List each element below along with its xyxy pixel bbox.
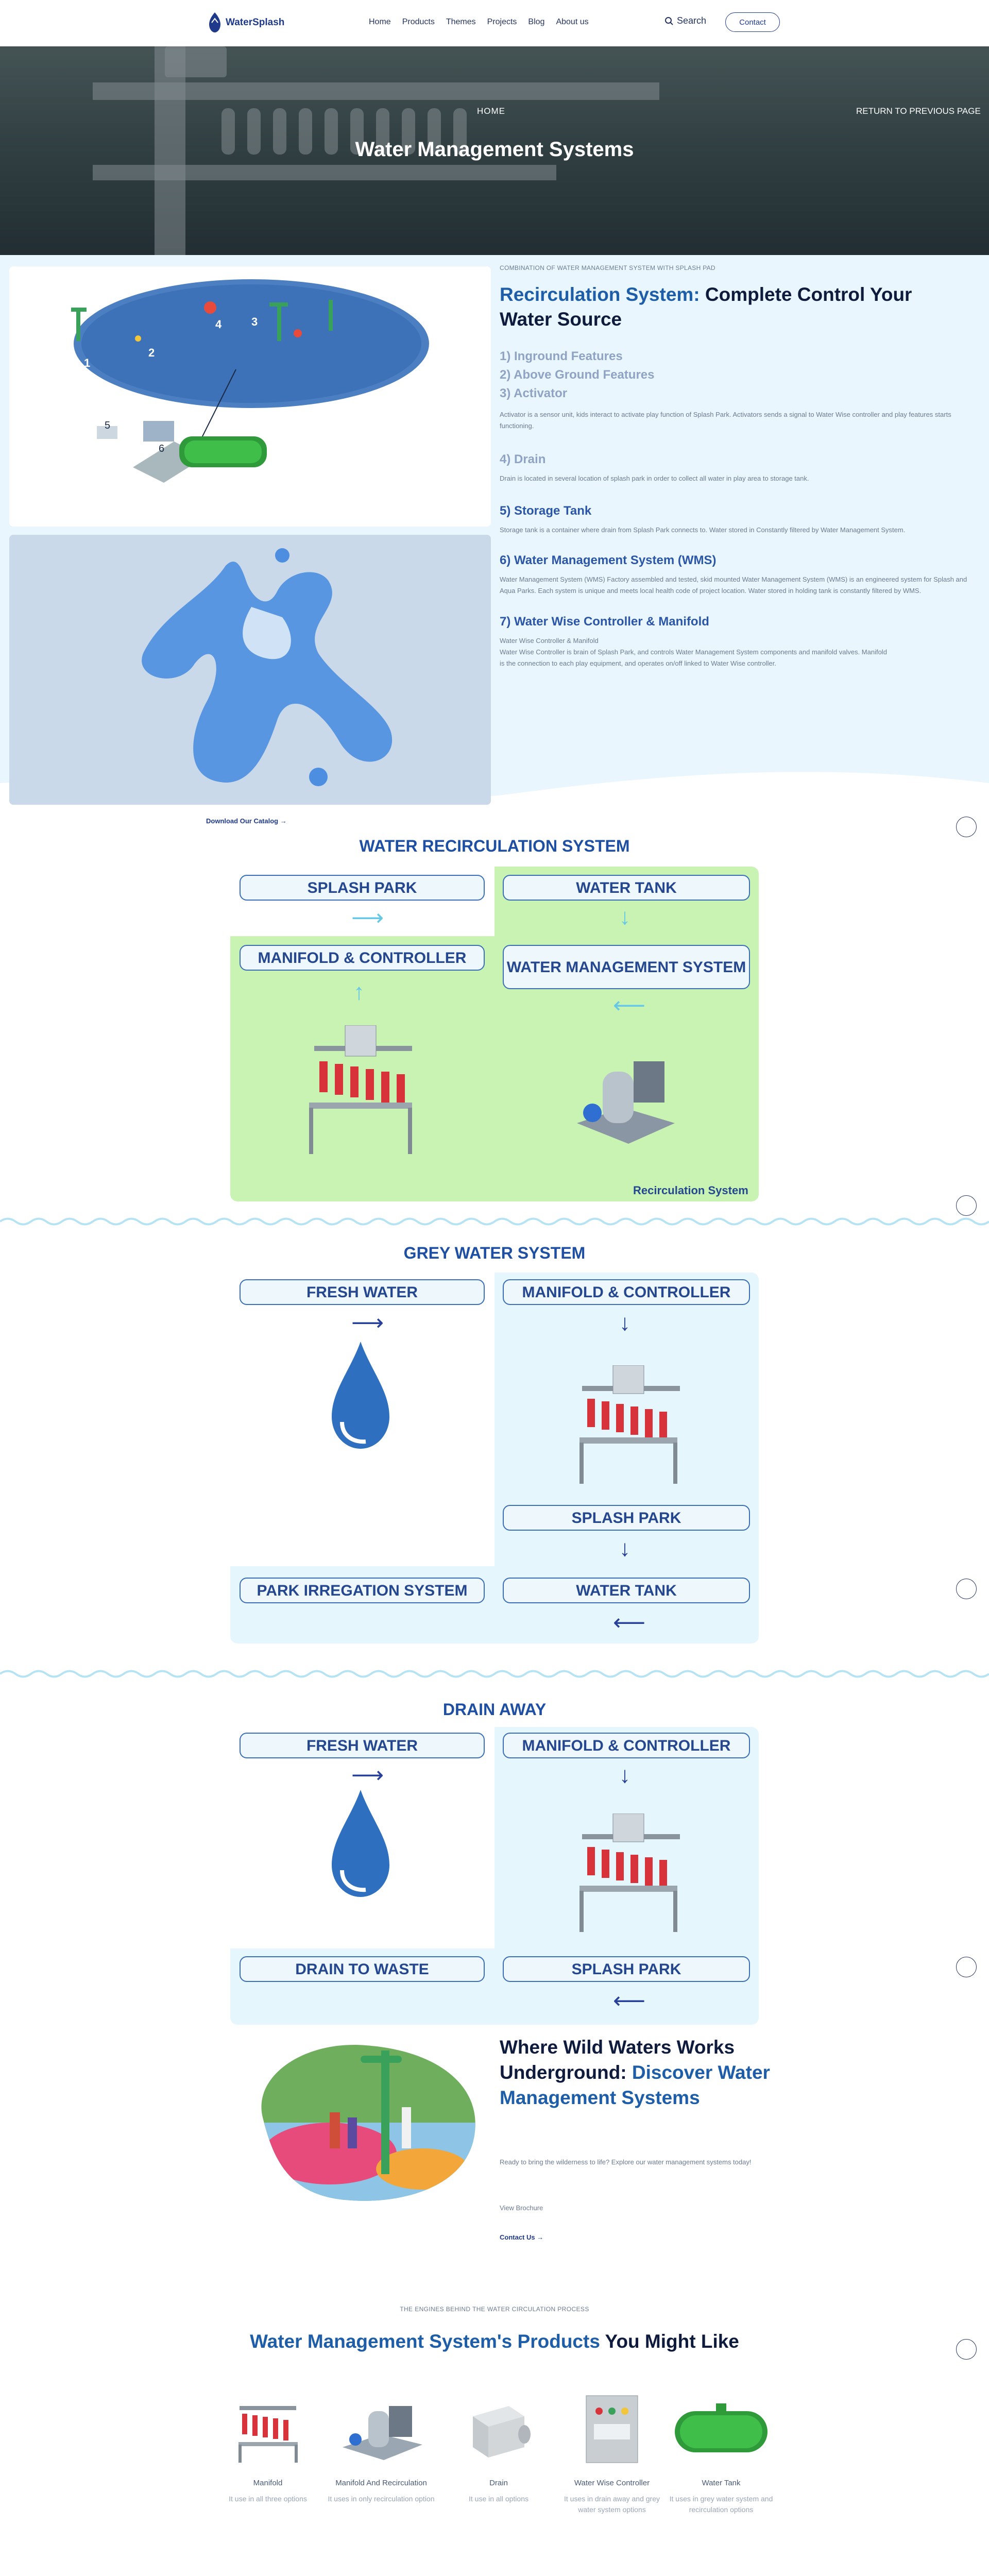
product-name: Manifold And Recirculation [335, 2479, 427, 2487]
logo-mark-icon [207, 11, 223, 34]
products-heading-rest: You Might Like [600, 2331, 739, 2352]
grey-fresh-water-pill: FRESH WATER [240, 1279, 485, 1305]
recirc-water-tank-pill: WATER TANK [503, 875, 750, 901]
step-7-text: Water Wise Controller & Manifold Water Wise Controller is brain of Splash Park, and controls Water Management System components and manifold valves. Manifold is the connection to each play equipment, and operates on/off linked to Water Wise controller. [500, 636, 887, 667]
product-controller-image [578, 2391, 645, 2468]
header-contact-button[interactable]: Contact [725, 12, 780, 32]
wild-waters-heading-dark: Where Wild Waters Works Underground: [500, 2037, 735, 2083]
wild-waters-heading-highlight: Discover Water Management Systems [500, 2061, 770, 2108]
diagram-number-5: 5 [105, 420, 111, 431]
wave-divider-2 [0, 1668, 989, 1680]
wave-divider-1 [0, 1216, 989, 1227]
wms-image [572, 1051, 680, 1149]
drain-splash-park-pill: SPLASH PARK [503, 1956, 750, 1982]
splash-park-diagram-image [9, 266, 491, 527]
products-kicker: THE ENGINES BEHIND THE WATER CIRCULATION PROCESS [400, 2306, 589, 2313]
step-7-heading: 7) Water Wise Controller & Manifold [500, 614, 709, 629]
nav-about-us[interactable]: About us [556, 18, 589, 26]
product-sub: It uses in only recirculation option [328, 2494, 435, 2503]
grey-arrow-down-2: ↓ [619, 1536, 630, 1561]
drain-title: DRAIN AWAY [442, 1700, 547, 1719]
step-3-text: Activator is a sensor unit, kids interact to activate play function of Splash Park. Activators sends a signal to Water Wise controller and play features starts functioning. [500, 411, 951, 430]
grey-park-irrigation-pill: PARK IRREGATION SYSTEM [240, 1578, 485, 1603]
grey-manifold-image [567, 1365, 690, 1484]
recirc-arrow-right: ⟶ [351, 905, 384, 930]
scroll-circle-button-4[interactable] [956, 1957, 977, 1977]
page-title: Water Management Systems [355, 138, 634, 161]
recirc-manifold-pill: MANIFOLD & CONTROLLER [240, 945, 485, 971]
step-5-heading: 5) Storage Tank [500, 504, 592, 518]
scroll-circle-button-2[interactable] [956, 1195, 977, 1216]
product-card-manifold[interactable] [211, 2385, 325, 2504]
diagram-number-6: 6 [159, 443, 165, 454]
wild-contact-link[interactable]: Contact Us → [500, 2233, 544, 2241]
product-name: Water Tank [702, 2479, 741, 2487]
intro-heading [500, 282, 963, 332]
drain-arrow-down: ↓ [619, 1762, 630, 1788]
drain-arrow-right: ⟶ [351, 1762, 384, 1788]
nav-home[interactable]: Home [369, 18, 391, 26]
drain-to-waste-pill: DRAIN TO WASTE [240, 1956, 485, 1982]
nav-projects[interactable]: Projects [487, 18, 517, 26]
grey-splash-park-pill: SPLASH PARK [503, 1505, 750, 1531]
product-name: Water Wise Controller [574, 2479, 650, 2487]
recirc-arrow-down: ↓ [619, 904, 630, 929]
step-5-text: Storage tank is a container where drain from Splash Park connects to. Water stored in Constantly filtered by Water Management System. [500, 526, 906, 534]
logo-text: WaterSplash [226, 17, 285, 28]
product-sub: It uses in grey water system and recirculation options [669, 2494, 773, 2514]
grey-title: GREY WATER SYSTEM [403, 1244, 586, 1262]
diagram-number-3: 3 [251, 315, 258, 328]
step-3-heading: 3) Activator [500, 386, 568, 400]
product-manifold-recirculation-image [337, 2396, 425, 2463]
step-4-text: Drain is located in several location of splash park in order to collect all water in play area to storage tank. [500, 474, 809, 483]
nav-themes[interactable]: Themes [446, 18, 476, 26]
recirc-wms-pill: WATER MANAGEMENT SYSTEM [503, 945, 750, 989]
product-card-manifold-recirculation[interactable] [325, 2385, 438, 2504]
grey-water-tank-pill: WATER TANK [503, 1578, 750, 1603]
grey-arrow-left: ⟵ [613, 1610, 646, 1635]
recirc-arrow-left: ⟵ [613, 993, 646, 1018]
products-heading-highlight: Water Management System's Products [250, 2331, 600, 2352]
kids-playing-image [242, 2035, 484, 2210]
product-manifold-image [229, 2396, 306, 2463]
recirc-title: WATER RECIRCULATION SYSTEM [359, 837, 630, 855]
product-sub: It uses in drain away and grey water system options [564, 2494, 660, 2514]
diagram-number-2: 2 [148, 346, 155, 359]
product-name: Manifold [253, 2479, 283, 2487]
product-name: Drain [489, 2479, 508, 2487]
product-card-controller[interactable] [555, 2385, 669, 2516]
scroll-circle-button-3[interactable] [956, 1579, 977, 1599]
recirc-arrow-up: ↑ [353, 979, 365, 1005]
site-header [0, 0, 989, 46]
scroll-circle-button-1[interactable] [956, 817, 977, 837]
scroll-circle-button-5[interactable] [956, 2339, 977, 2360]
drain-fresh-water-pill: FRESH WATER [240, 1733, 485, 1758]
search-icon [664, 16, 674, 26]
hero-banner [0, 46, 989, 255]
drain-arrow-left: ⟵ [613, 1988, 646, 2013]
product-card-drain[interactable] [442, 2385, 555, 2504]
water-drop-icon [325, 1340, 397, 1453]
view-brochure-link[interactable]: View Brochure [500, 2204, 543, 2212]
search-button[interactable] [664, 15, 706, 26]
product-sub: It use in all three options [229, 2494, 307, 2503]
drain-manifold-image [567, 1814, 690, 1932]
grey-arrow-down-1: ↓ [619, 1310, 630, 1335]
grey-arrow-right: ⟶ [351, 1310, 384, 1335]
steps-list [500, 349, 979, 679]
step-1-heading: 1) Inground Features [500, 349, 623, 363]
splash-feature-image [9, 535, 491, 805]
product-card-water-tank[interactable] [664, 2385, 778, 2516]
site-logo[interactable] [207, 11, 284, 34]
grey-manifold-pill: MANIFOLD & CONTROLLER [503, 1279, 750, 1305]
step-2-heading: 2) Above Ground Features [500, 368, 655, 382]
step-6-text: Water Management System (WMS) Factory assembled and tested, skid mounted Water Management System (WMS) is an engineered system for Splash and Aqua Parks. Each system is unique and meets local health code of project location. Water stored in holding tank is constantly filtered by WMS. [500, 575, 967, 595]
recirc-caption: Recirculation System [633, 1184, 748, 1197]
drain-manifold-pill: MANIFOLD & CONTROLLER [503, 1733, 750, 1758]
diagram-number-4: 4 [215, 318, 222, 331]
search-label: Search [677, 15, 707, 26]
product-drain-image [463, 2396, 535, 2463]
intro-heading-highlight: Recirculation System: [500, 284, 700, 305]
download-catalog-link[interactable]: Download Our Catalog → [206, 817, 287, 825]
product-water-tank-image [670, 2398, 773, 2460]
wild-waters-text: Ready to bring the wilderness to life? Explore our water management systems today! [500, 2158, 752, 2166]
drain-water-drop-icon [325, 1788, 397, 1901]
intro-kicker: COMBINATION OF WATER MANAGEMENT SYSTEM WITH SPLASH PAD [500, 264, 715, 272]
diagram-number-1: 1 [84, 357, 91, 369]
products-heading [0, 2331, 989, 2352]
manifold-image [294, 1025, 428, 1154]
main-nav [369, 18, 589, 27]
nav-blog[interactable]: Blog [528, 18, 545, 26]
step-4-heading: 4) Drain [500, 452, 546, 467]
breadcrumb-home[interactable]: HOME [477, 106, 505, 116]
recirc-splash-park-pill: SPLASH PARK [240, 875, 485, 901]
nav-products[interactable]: Products [402, 18, 435, 26]
intro-heading-rest: Complete Control Your Water Source [500, 284, 912, 330]
return-link[interactable]: RETURN TO PREVIOUS PAGE [856, 106, 981, 116]
step-6-heading: 6) Water Management System (WMS) [500, 553, 717, 568]
wild-waters-heading [500, 2035, 778, 2110]
product-sub: It use in all options [469, 2494, 528, 2503]
